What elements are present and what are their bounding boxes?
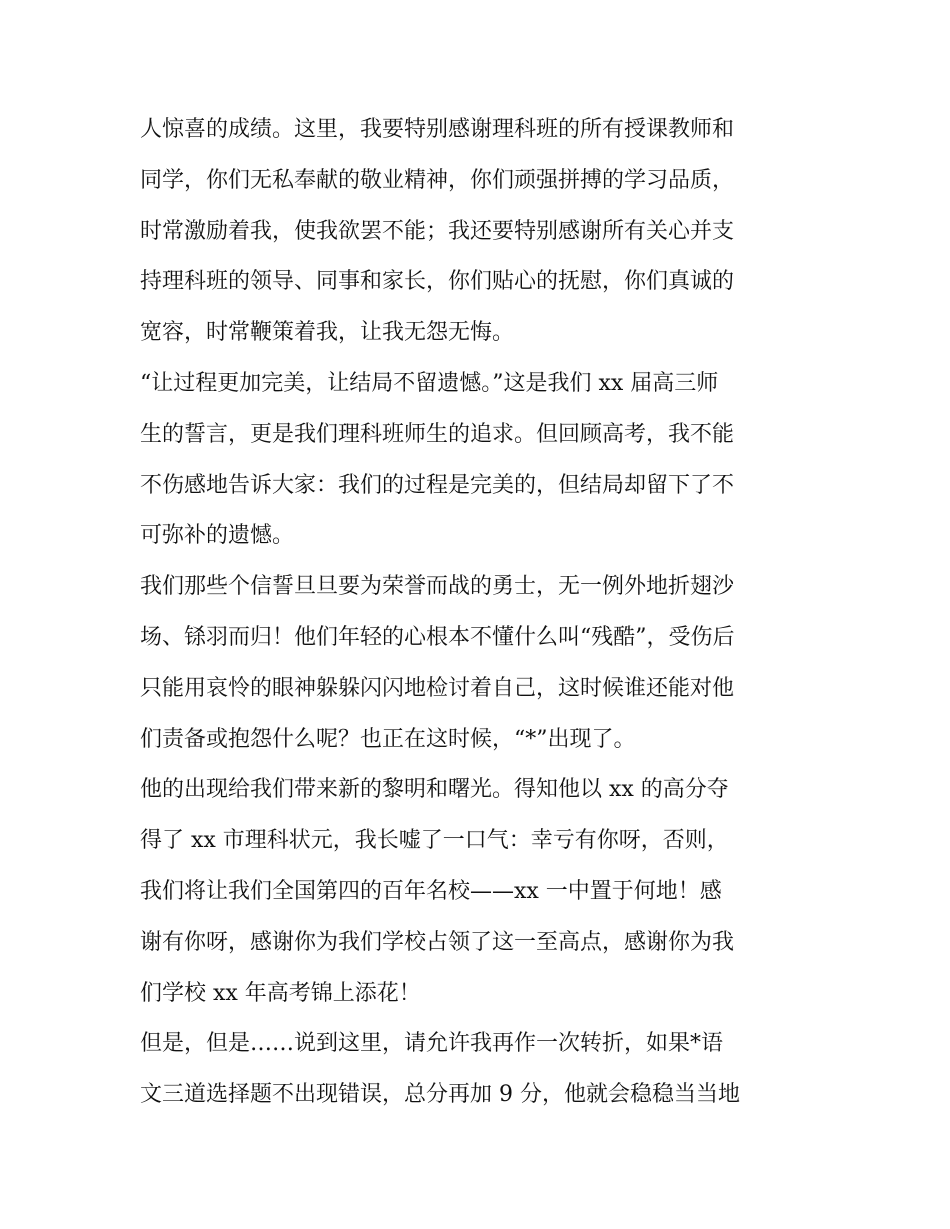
text-line: 生的誓言，更是我们理科班师生的追求。但回顾高考，我不能 xyxy=(140,421,735,447)
text-line: 我们那些个信誓旦旦要为荣誉而战的勇士，无一例外地折翅沙 xyxy=(140,574,735,600)
text-line: 可弥补的遗憾。 xyxy=(140,523,295,549)
text-line: 持理科班的领导、同事和家长，你们贴心的抚慰，你们真诚的 xyxy=(140,269,735,295)
text-line: 谢有你呀，感谢你为我们学校占领了这一至高点，感谢你为我 xyxy=(140,929,735,955)
text-line: 人惊喜的成绩。这里，我要特别感谢理科班的所有授课教师和 xyxy=(140,117,735,142)
text-line: 只能用哀怜的眼神躲躲闪闪地检讨着自己，这时候谁还能对他 xyxy=(140,675,735,701)
text-line: 他的出现给我们带来新的黎明和曙光。得知他以 xx 的高分夺 xyxy=(140,777,729,803)
text-line: 我们将让我们全国第四的百年名校——xx 一中置于何地！感 xyxy=(140,878,722,904)
text-line: 但是，但是……说到这里，请允许我再作一次转折，如果*语 xyxy=(140,1031,724,1057)
text-line: 文三道选择题不出现错误，总分再加 9 分，他就会稳稳当当地 xyxy=(140,1082,740,1108)
text-line: 场、铩羽而归！他们年轻的心根本不懂什么叫“残酷”，受伤后 xyxy=(140,624,735,650)
body-text xyxy=(140,105,820,1121)
text-line: 们责备或抱怨什么呢？也正在这时候，“*”出现了。 xyxy=(140,726,636,752)
text-line: 不伤感地告诉大家：我们的过程是完美的，但结局却留下了不 xyxy=(140,472,735,498)
text-line: 们学校 xx 年高考锦上添花！ xyxy=(140,980,421,1006)
text-line: 同学，你们无私奉献的敬业精神，你们顽强拼搏的学习品质， xyxy=(140,167,735,193)
text-line: 得了 xx 市理科状元，我长嘘了一口气：幸亏有你呀，否则， xyxy=(140,828,729,854)
text-line: 时常激励着我，使我欲罢不能；我还要特别感谢所有关心并支 xyxy=(140,218,735,244)
text-line: 宽容，时常鞭策着我，让我无怨无悔。 xyxy=(140,320,515,346)
text-line: “让过程更加完美，让结局不留遗憾。”这是我们 xx 届高三师 xyxy=(140,370,719,396)
